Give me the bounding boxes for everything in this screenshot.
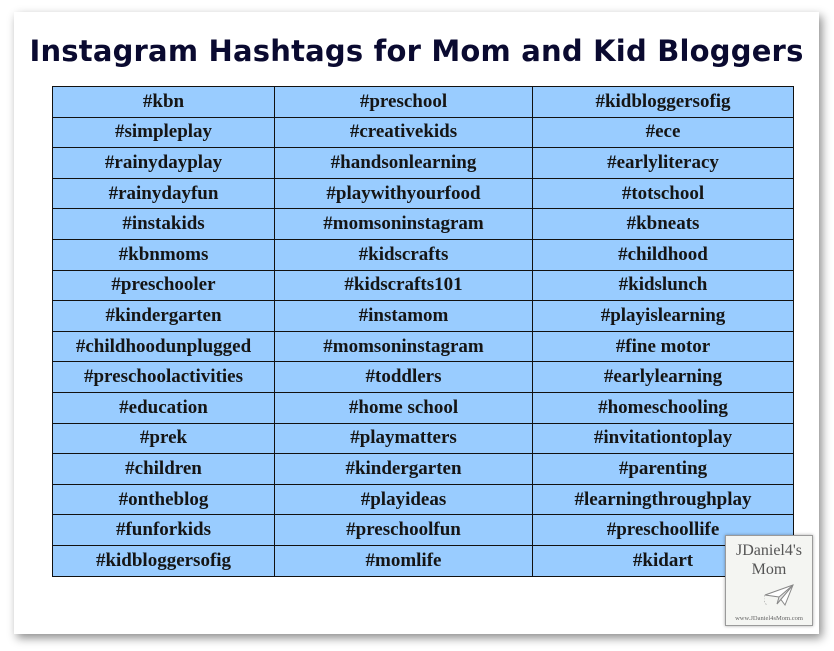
hashtag-cell: #playwithyourfood [275, 178, 533, 209]
table-row [53, 117, 794, 148]
blog-logo [725, 535, 813, 626]
hashtag-cell: #momsoninstagram [275, 209, 533, 240]
hashtag-cell: #momlife [275, 545, 533, 576]
hashtag-cell: #earlylearning [533, 362, 794, 393]
table-row [53, 392, 794, 423]
hashtag-cell: #preschooler [53, 270, 275, 301]
hashtag-cell: #ontheblog [53, 484, 275, 515]
table-row [53, 178, 794, 209]
hashtag-cell: #kidscrafts [275, 239, 533, 270]
logo-url: www.JDaniel4sMom.com [735, 615, 803, 622]
hashtag-cell: #earlyliteracy [533, 148, 794, 179]
hashtag-cell: #kindergarten [275, 454, 533, 485]
table-row [53, 454, 794, 485]
hashtag-cell: #children [53, 454, 275, 485]
hashtag-cell: #kidbloggersofig [533, 87, 794, 118]
paper-airplane-icon [764, 584, 794, 606]
hashtag-cell: #parenting [533, 454, 794, 485]
hashtag-cell: #creativekids [275, 117, 533, 148]
hashtag-cell: #ece [533, 117, 794, 148]
hashtag-cell: #handsonlearning [275, 148, 533, 179]
hashtag-cell: #childhoodunplugged [53, 331, 275, 362]
table-row [53, 301, 794, 332]
table-row [53, 148, 794, 179]
hashtag-cell: #rainydayfun [53, 178, 275, 209]
table-row [53, 362, 794, 393]
table-row [53, 484, 794, 515]
hashtag-cell: #kidslunch [533, 270, 794, 301]
hashtag-cell: #kidscrafts101 [275, 270, 533, 301]
hashtag-cell: #invitationtoplay [533, 423, 794, 454]
hashtag-cell: #kindergarten [53, 301, 275, 332]
hashtag-cell: #education [53, 392, 275, 423]
hashtag-cell: #toddlers [275, 362, 533, 393]
hashtag-cell: #playmatters [275, 423, 533, 454]
hashtag-cell: #kbnmoms [53, 239, 275, 270]
hashtag-cell: #funforkids [53, 515, 275, 546]
hashtag-cell: #preschoolfun [275, 515, 533, 546]
logo-line-2: Mom [751, 561, 787, 578]
hashtag-cell: #simpleplay [53, 117, 275, 148]
hashtag-cell: #preschool [275, 87, 533, 118]
table-row [53, 515, 794, 546]
hashtag-cell: #preschoollife [533, 515, 794, 546]
table-row [53, 209, 794, 240]
table-row [53, 239, 794, 270]
hashtag-cell: #kidart [533, 545, 794, 576]
table-row [53, 270, 794, 301]
hashtag-table [52, 86, 794, 577]
hashtag-cell: #home school [275, 392, 533, 423]
table-row [53, 331, 794, 362]
hashtag-cell: #rainydayplay [53, 148, 275, 179]
hashtag-cell: #homeschooling [533, 392, 794, 423]
hashtag-cell: #learningthroughplay [533, 484, 794, 515]
hashtag-cell: #momsoninstagram [275, 331, 533, 362]
hashtag-cell: #playideas [275, 484, 533, 515]
table-row [53, 87, 794, 118]
hashtag-cell: #prek [53, 423, 275, 454]
hashtag-cell: #kidbloggersofig [53, 545, 275, 576]
hashtag-cell: #preschoolactivities [53, 362, 275, 393]
hashtag-table-body [53, 87, 794, 577]
hashtag-cell: #kbneats [533, 209, 794, 240]
table-row [53, 545, 794, 576]
hashtag-cell: #kbn [53, 87, 275, 118]
logo-line-1: JDaniel4's [736, 542, 802, 559]
hashtag-card [14, 12, 819, 634]
hashtag-cell: #playislearning [533, 301, 794, 332]
page-title: Instagram Hashtags for Mom and Kid Bloggers [29, 34, 804, 68]
table-row [53, 423, 794, 454]
hashtag-cell: #fine motor [533, 331, 794, 362]
hashtag-cell: #childhood [533, 239, 794, 270]
hashtag-cell: #instakids [53, 209, 275, 240]
hashtag-cell: #totschool [533, 178, 794, 209]
hashtag-cell: #instamom [275, 301, 533, 332]
